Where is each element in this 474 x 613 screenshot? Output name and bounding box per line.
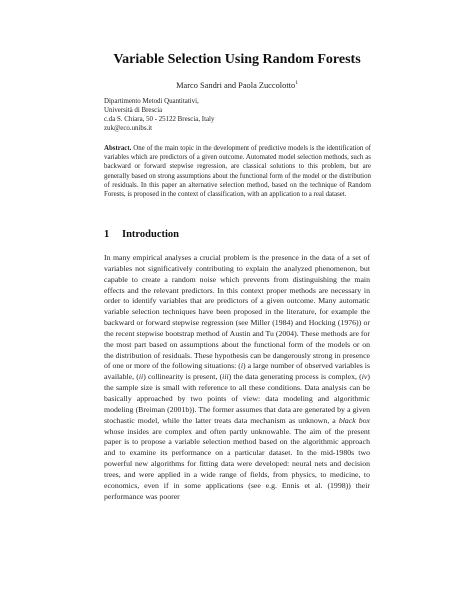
section-title: Introduction — [122, 229, 179, 240]
body-emphasis: i — [240, 361, 244, 371]
affiliation-line: c.da S. Chiara, 50 - 25122 Brescia, Italy — [104, 116, 215, 124]
body-emphasis: ii — [138, 372, 144, 382]
affiliation-line: Università di Brescia — [104, 107, 163, 115]
paper-title: Variable Selection Using Random Forests — [113, 52, 361, 67]
abstract-label: Abstract. — [104, 145, 132, 152]
author-footnote-mark: 1 — [295, 80, 298, 86]
introduction-body — [104, 253, 370, 502]
abstract-text: One of the main topic in the development of predictive models is the identification of variables which are predictors of a given outcome. Automated model selection methods, such as backward or forward stepwise regression, are classical solutions to this problem, but are generally based on strong assumptions about the functional form of the model or the distribution of residuals. In this paper an alternative selection method, based on the technique of Random Forests, is proposed in the context of classification, with an application to a real dataset. — [104, 145, 371, 199]
body-text: ) collinearity is present, ( — [143, 372, 223, 382]
author-names: Marco Sandri and Paola Zuccolotto — [176, 80, 296, 90]
paper-authors — [0, 80, 474, 90]
affiliation-email: zuk@eco.unibs.it — [104, 125, 153, 133]
body-emphasis: iv — [361, 372, 368, 382]
affiliation-block — [104, 97, 364, 133]
body-text: In many empirical analyses a crucial problem is the presence in the data of a set of variables not significatively contributing to explain the analyzed phenomenon, but capable to create a random noise which prevents from distinguishing the main effects and the relevant predictors. In this context proper methods are necessary in order to identify variables that are predictors of a given outcome. Many automatic variable selection techniques have been proposed in the literature, for example the backward or forward stepwise regression (see Miller (1984) and Hocking (1976)) or the recent stepwise bootstrap method of Austin and Tu (2004). These methods are for the most part based on assumptions about the functional form of the models or on the distribution of residuals. These hypothesis can be dangerously strong in presence of one or more of the following situations: ( — [104, 253, 370, 371]
body-text: ) the sample size is small with reference to all these conditions. Data analysis can be basically approached by two points of view: data modeling and algorithmic modeling (Breiman (2001b)). The former assumes that data are generated by a given stochastic model, while the latter treats data mechanism as unknown, a — [104, 372, 370, 425]
body-text: ) the data generating process is complex, ( — [228, 372, 362, 382]
section-number: 1 — [104, 229, 110, 240]
body-emphasis: black box — [338, 415, 370, 425]
body-emphasis: iii — [222, 372, 229, 382]
body-text: whose insides are complex and often partly unknowable. The aim of the present paper is to propose a variable selection method based on the algorithmic approach and to examine its performance on a particular dataset. In the mid-1980s two powerful new algorithms for fitting data were developed: neural nets and decision trees, and were applied in a wide range of fields, from physics, to medicine, to economics, even if in some applications (see e.g. Ennis et al. (1998)) their performance was poorer — [104, 426, 370, 501]
abstract — [104, 144, 371, 199]
affiliation-line: Dipartimento Metodi Quantitativi, — [104, 98, 199, 105]
body-text: ) a large number of observed variables is available, ( — [104, 361, 370, 382]
section-heading — [104, 229, 179, 240]
